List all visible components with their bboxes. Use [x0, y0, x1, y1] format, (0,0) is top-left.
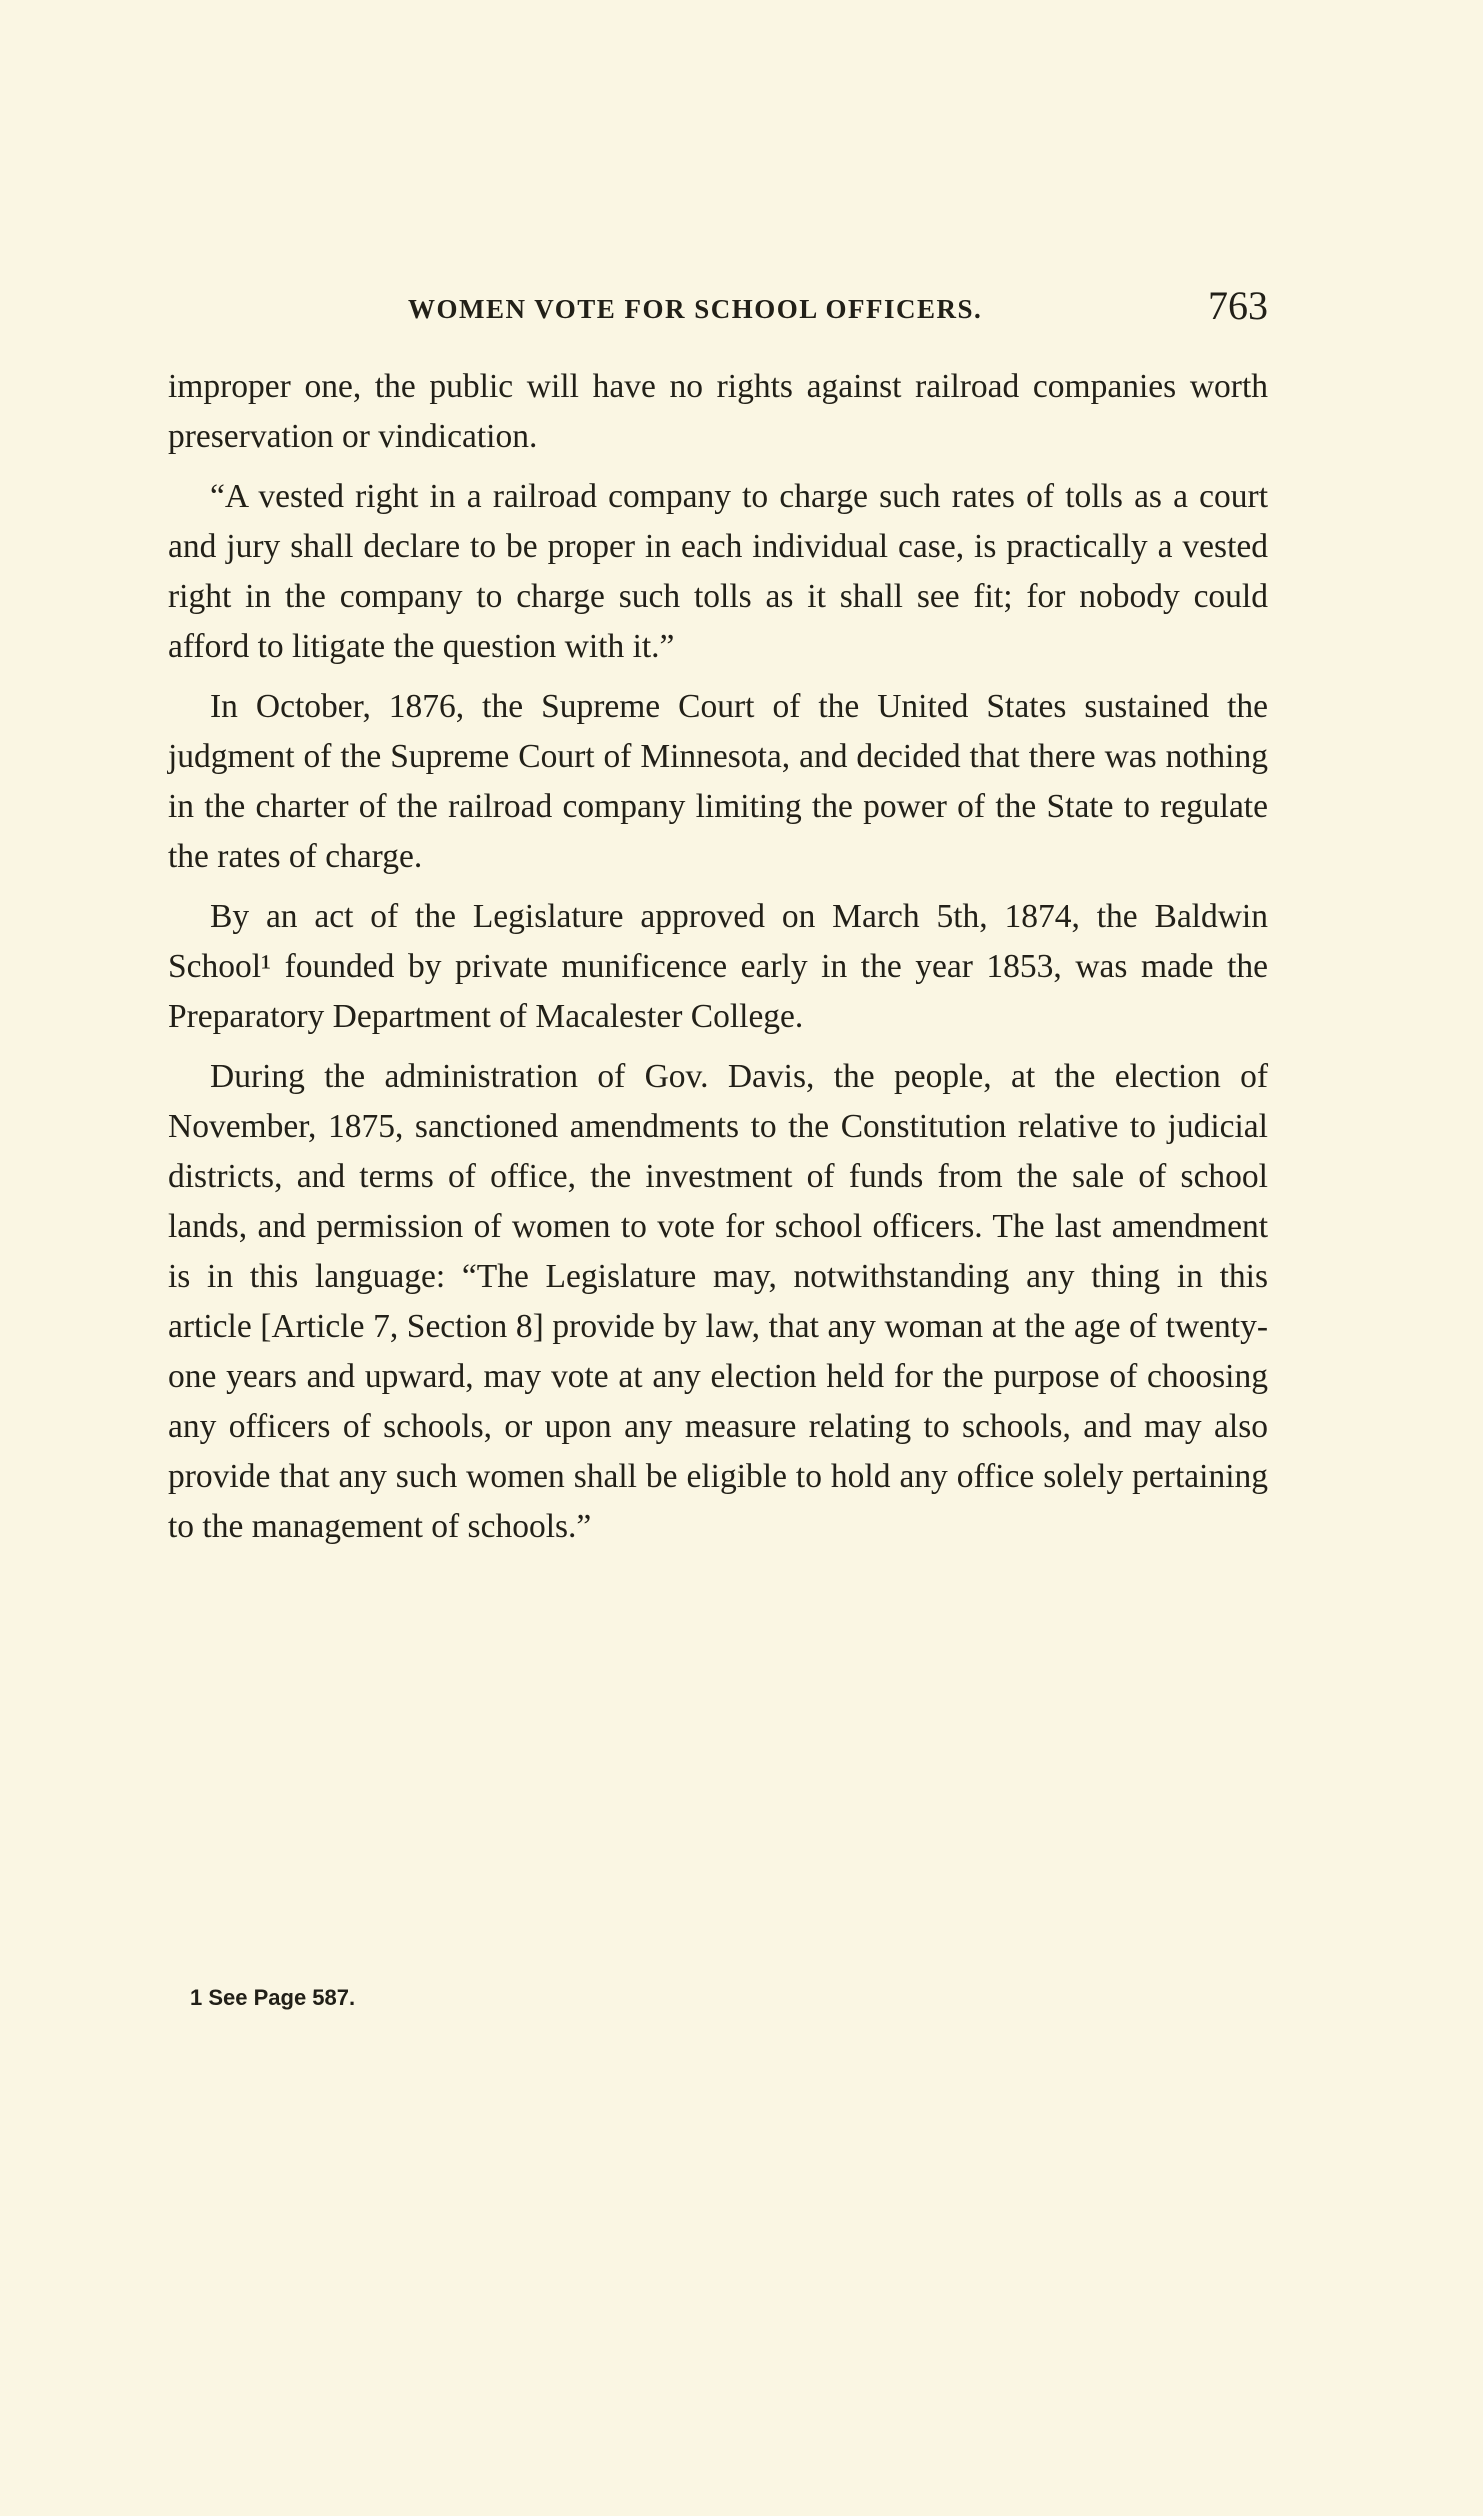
paragraph: By an act of the Legislature approved on March 5th, 1874, the Baldwin School¹ founded by private munificence early in the year 1853, was made the Preparatory Department of Macalester College.: [168, 898, 1268, 1035]
paragraph: “A vested right in a railroad company to charge such rates of tolls as a court and jury shall declare to be proper in each individual case, is practically a vested right in the company to charge such tolls as it shall see fit; for nobody could afford to litigate the question with it.”: [168, 478, 1268, 665]
paragraph: In October, 1876, the Supreme Court of the United States sustained the judgment of the Supreme Court of Minnesota, and decided that there was nothing in the charter of the railroad company limiting the power of the State to regulate the rates of charge.: [168, 688, 1268, 875]
body-text: [168, 362, 1268, 1562]
paragraph: improper one, the public will have no rights against railroad companies worth preservation or vindication.: [168, 368, 1268, 455]
page-number: 763: [1208, 283, 1268, 328]
running-head: [168, 282, 1268, 332]
running-title: WOMEN VOTE FOR SCHOOL OFFICERS.: [408, 294, 983, 324]
paragraph: During the administration of Gov. Davis, the people, at the election of November, 1875, sanctioned amendments to the Constitution relative to judicial districts, and terms of office, the investment of funds from the sale of school lands, and permission of women to vote for school officers. The last amendment is in this language: “The Legislature may, notwithstanding any thing in this article [Article 7, Section 8] provide by law, that any woman at the age of twenty-one years and upward, may vote at any election held for the purpose of choosing any officers of schools, or upon any measure relating to schools, and may also provide that any such women shall be eligible to hold any office solely pertaining to the management of schools.”: [168, 1058, 1268, 1545]
footnote: 1 See Page 587.: [190, 1985, 356, 2010]
